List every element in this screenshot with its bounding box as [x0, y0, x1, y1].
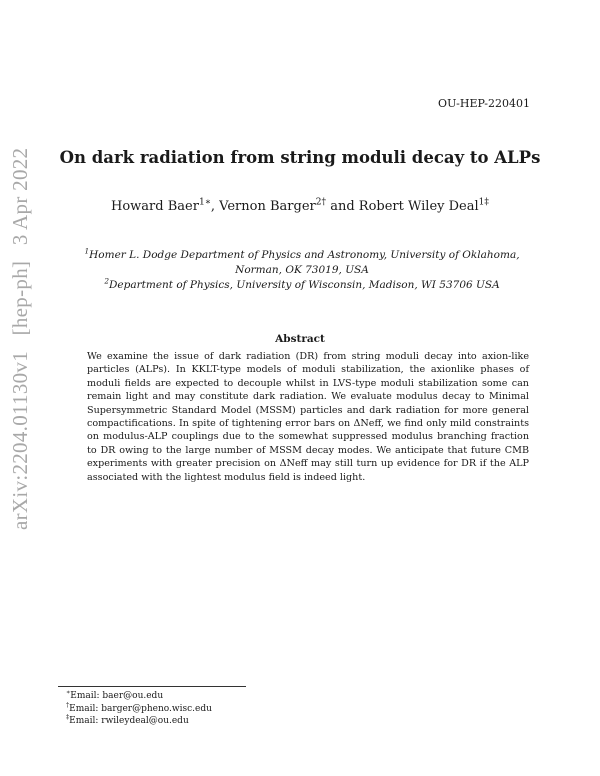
abstract-body: We examine the issue of dark radiation (DR) from string moduli decay into axion-like particles (ALPs). In KKLT-type models of moduli stabilization, the axionlike phases of moduli fields are expected to decouple whilst in LVS-type moduli stabilization some can remain light and may constitute dark radiation. We evaluate modulus decay to Minimal Supersymmetric Standard Model (MSSM) particles and dark radiation for more general compactifications. In spite of tightening error bars on ΔNeff, we find only mild constraints on modulus-ALP couplings due to the somewhat suppressed modulus branching fraction to DR owing to the large number of MSSM decay modes. We anticipate that future CMB experiments with greater precision on ΔNeff may still turn up evidence for DR if the ALP associated with the lightest modulus field is indeed light. [87, 351, 529, 483]
paper-title: On dark radiation from string moduli decay to ALPs [59, 148, 541, 167]
affiliation-text: Homer L. Dodge Department of Physics and Astronomy, University of Oklahoma, Norman, OK 73019, USA [89, 249, 520, 276]
author-list [0, 199, 600, 214]
affiliation-text: Department of Physics, University of Wisconsin, Madison, WI 53706 USA [109, 279, 500, 291]
affiliations [60, 248, 544, 293]
footnote [66, 690, 212, 703]
footnote-text: Email: barger@pheno.wisc.edu [69, 703, 212, 714]
author-mark: 1‡ [478, 197, 489, 208]
arxiv-date: 3 Apr 2022 [8, 147, 32, 246]
affiliation-mark: 1 [84, 246, 90, 256]
report-number: OU-HEP-220401 [438, 97, 530, 110]
footnote-mark: ∗ [66, 689, 71, 696]
footnote [66, 715, 212, 728]
affiliation [60, 278, 544, 293]
author-name: Robert Wiley Deal [358, 199, 479, 214]
footnote [66, 703, 212, 716]
affiliation-mark: 2 [104, 276, 110, 286]
abstract-heading: Abstract [275, 333, 325, 345]
footnote-mark: ‡ [66, 714, 70, 721]
footnote-divider [58, 686, 246, 687]
author-name: Vernon Barger [219, 199, 316, 214]
author-name: Howard Baer [111, 199, 199, 214]
author-separator: , [210, 199, 220, 214]
arxiv-category: [hep-ph] [8, 260, 32, 336]
footnotes [66, 690, 212, 728]
footnote-text: Email: rwileydeal@ou.edu [69, 716, 189, 726]
affiliation [60, 248, 544, 278]
author-mark: 2† [315, 197, 327, 208]
author-mark: 1∗ [198, 197, 211, 208]
author-separator: and [326, 199, 359, 214]
footnote-mark: † [66, 701, 70, 709]
footnote-text: Email: baer@ou.edu [70, 691, 164, 701]
arxiv-id: arXiv:2204.01130v1 [8, 350, 32, 530]
